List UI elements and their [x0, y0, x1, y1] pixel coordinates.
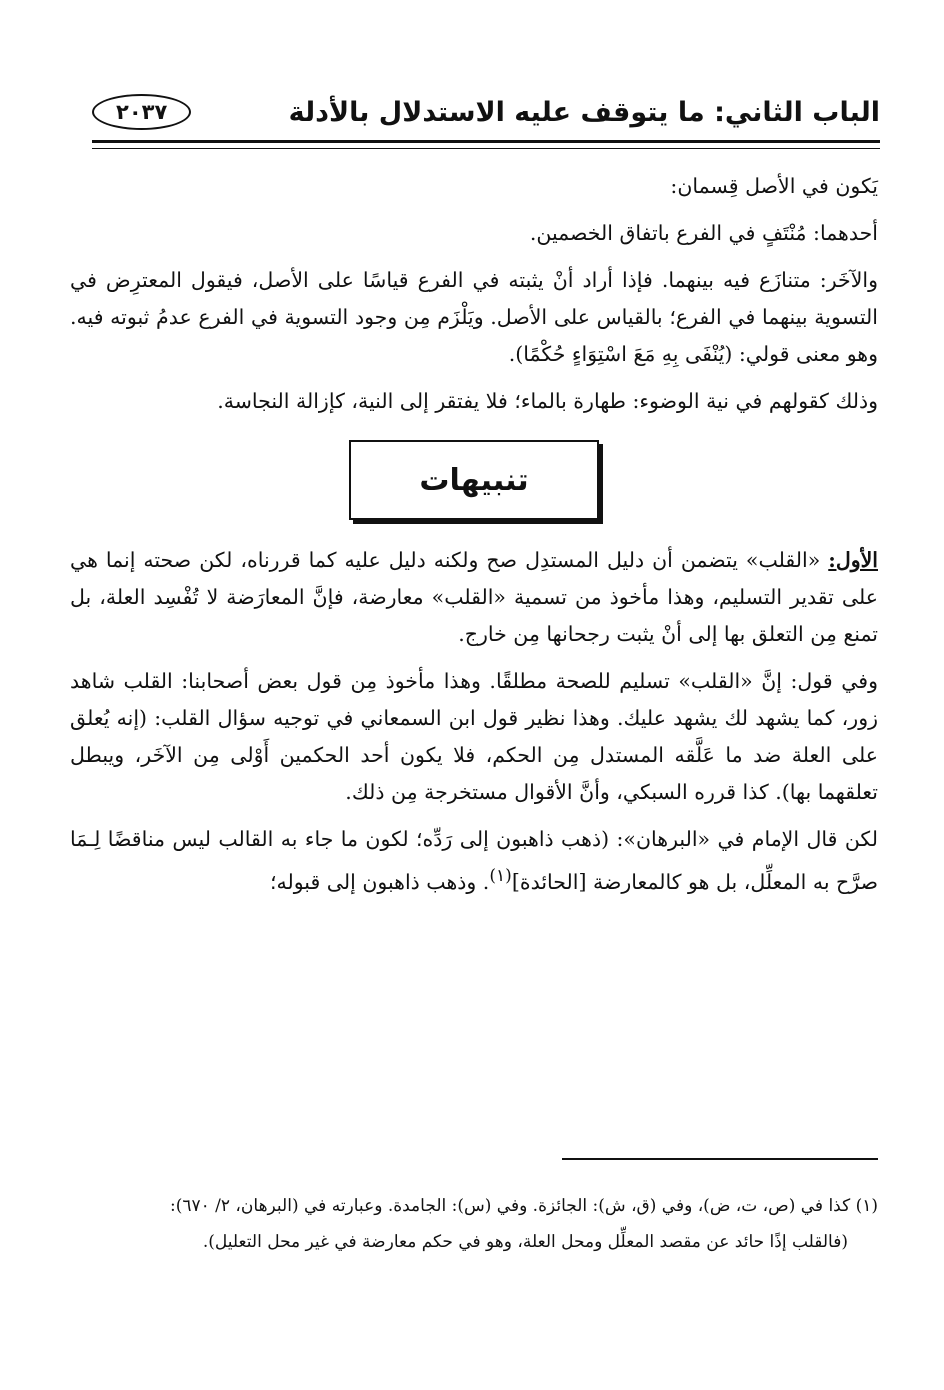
footnote-line: (فالقلب إذًا حائد عن مقصد المعلِّل ومحل العلة، وهو في حكم معارضة في غير محل التعليل). [202, 1232, 848, 1252]
paragraph: أحدهما: مُنْتَفٍ في الفرع باتفاق الخصمين. [529, 221, 878, 245]
paragraph: وفي قول: إنَّ «القلب» تسليم للصحة مطلقًا. وهذا مأخوذ مِن قول بعض أصحابنا: القلب شاهد زور، كما يشهد لك يشهد عليك. وهذا نظير قول ابن السمعاني في توجيه سؤال القلب: (إنه يُعلق على العلة ضد ما عَلَّقه المستدل مِن الحكم، فلا يكون أحد الحكمين أَوْلى مِن الآخَر، ويبطل تعلقهما بها). كذا قرره السبكي، وأنَّ الأقوال مستخرجة مِن ذلك. [70, 669, 878, 804]
running-header [92, 92, 880, 132]
paragraph [70, 542, 878, 653]
chapter-title: الباب الثاني: ما يتوقف عليه الاستدلال بالأدلة [288, 96, 880, 128]
footnote-separator [562, 1158, 878, 1160]
footnotes [70, 1188, 878, 1260]
section-heading-box [349, 440, 599, 520]
paragraph-text: «القلب» يتضمن أن دليل المستدِل صح ولكنه دليل عليه كما قررناه، لكن صحته إنما هي على تقدير التسليم، وهذا مأخوذ من تسمية «القلب» معارضة، فإنَّ المعارَضة لا تُفْسِد العلة، بل تمنع مِن التعلق بها إلى أنْ يثبت رجحانها مِن خارج. [70, 548, 878, 646]
header-rule-thin [92, 148, 880, 149]
footnote-reference: (١) [489, 866, 512, 886]
paragraph: يَكون في الأصل قِسمان: [670, 174, 878, 198]
page-number: ٢٠٣٧ [92, 94, 191, 130]
footnote-line: (١) كذا في (ص، ت، ض)، وفي (ق، ش): الجائزة. وفي (س): الجامدة. وعبارته في (البرهان، ٢/ ٦٧٠): [169, 1196, 878, 1216]
paragraph: والآخَر: متنازَع فيه بينهما. فإذا أراد أنْ يثبته في الفرع قياسًا على الأصل، فيقول المعترِض في التسوية بينهما في الفرع؛ بالقياس على الأصل. ويَلْزَم مِن وجود التسوية في الفرع عدمُ ثبوته فيه. وهو معنى قولي: (يُنْفَى بِهِ مَعَ اسْتِوَاءٍ حُكْمًا). [70, 268, 878, 366]
section-heading: تنبيهات [419, 462, 529, 498]
paragraph-lead: الأول: [828, 548, 878, 572]
paragraph-text: لكن قال الإمام في «البرهان»: (ذهب ذاهبون إلى رَدِّه؛ لكون ما جاء به القالب ليس مناقضًا لِـمَا صرَّح به المعلِّل، بل هو كالمعارضة [الحائدة] [70, 827, 878, 894]
header-rule-thick [92, 140, 880, 143]
paragraph [70, 821, 878, 901]
paragraph: وذلك كقولهم في نية الوضوء: طهارة بالماء؛ فلا يفتقر إلى النية، كإزالة النجاسة. [217, 389, 878, 413]
paragraph-text: . وذهب ذاهبون إلى قبوله؛ [269, 869, 490, 894]
main-text [70, 168, 878, 911]
